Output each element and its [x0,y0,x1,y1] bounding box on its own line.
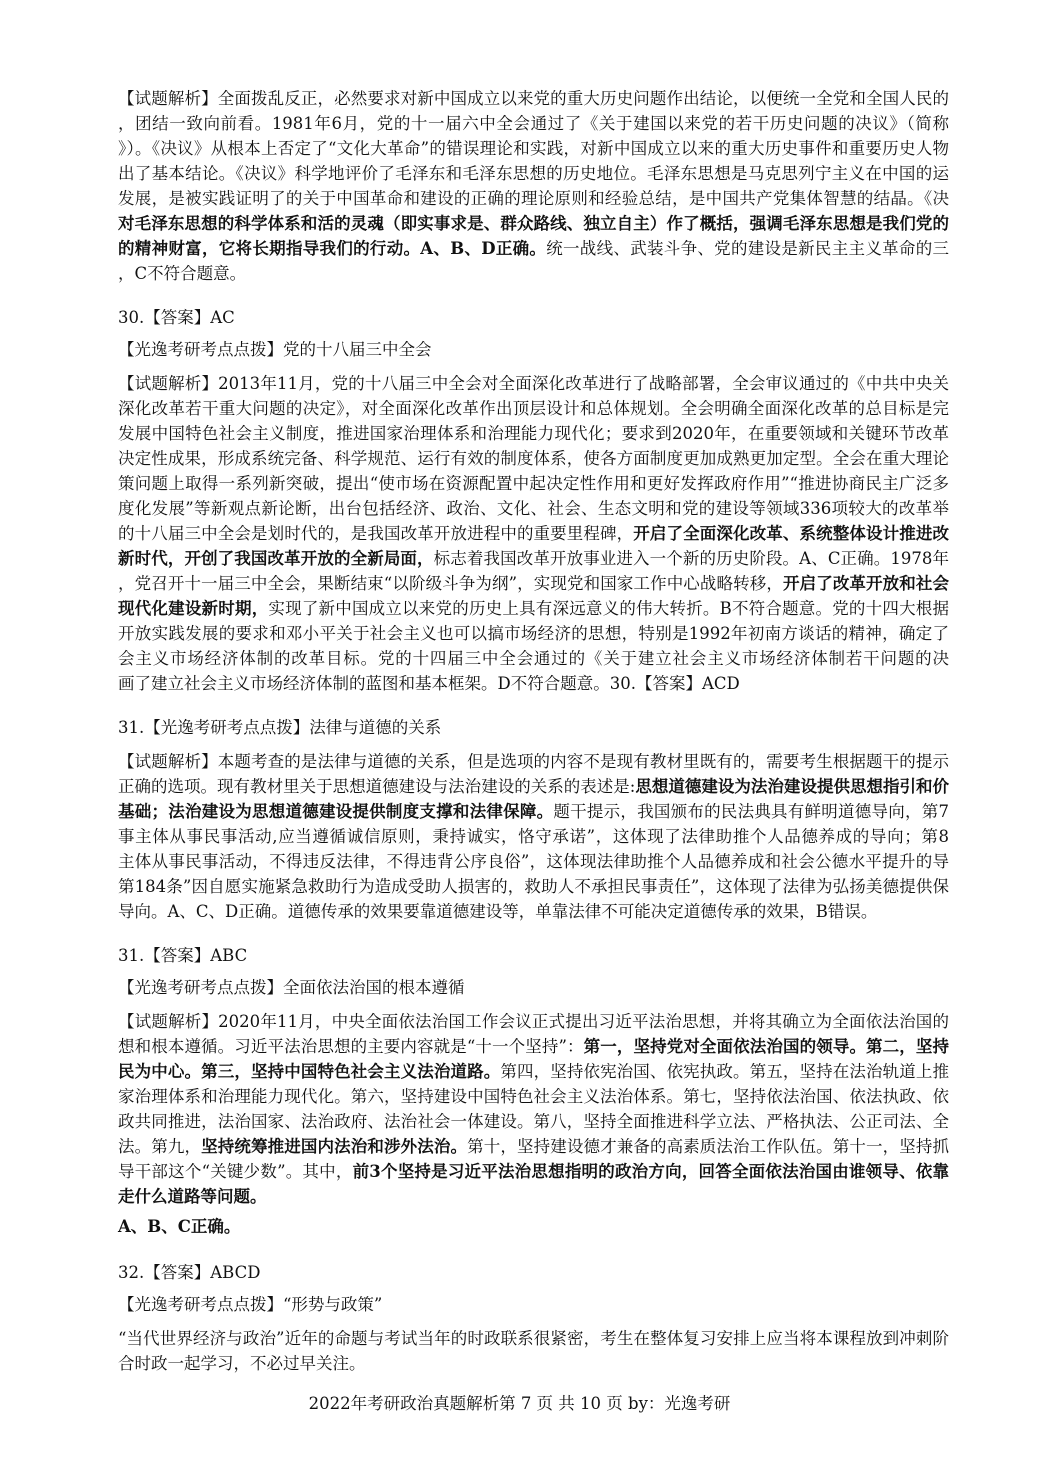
text-segment: ，党召开十一届三中全会，果断结束“以阶级斗争为纲”，实现党和国家工作中心战略转移， [118,574,783,593]
text-line [118,446,949,471]
text-line [118,1134,949,1159]
text-line [118,161,949,186]
text-segment: 合时政一起学习，不必过早关注。 [118,1354,366,1373]
text-segment: “当代世界经济与政治”近年的命题与考试当年的时政联系很紧密，考生在整体复习安排上应当将本课程放到冲刺阶 [118,1329,949,1348]
text-line [118,261,949,286]
bold-text: 思想道德建设为法治建设提供思想指引和价 [635,777,949,796]
bold-text: 对毛泽东思想的科学体系和活的灵魂（即实事求是、群众路线、独立自主）作了概括，强调毛泽东思想是我们党的 [118,214,949,233]
page-footer: 2022年考研政治真题解析第 7 页 共 10 页 by：光逸考研 [308,1394,731,1413]
text-segment: 实现了新中国成立以来党的历史上具有深远意义的伟大转折。B不符合题意。党的十四大根据 [268,599,949,618]
text-segment: 政共同推进，法治国家、法治政府、法治社会一体建设。第八，坚持全面推进科学立法、严格执法、公正司法、全 [118,1112,949,1131]
text-segment: 【试题解析】2013年11月，党的十八届三中全会对全面深化改革进行了战略部署，全会审议通过的《中共中央关 [118,374,949,393]
text-segment: 画了建立社会主义市场经济体制的蓝图和基本框架。D不符合题意。30.【答案】ACD [118,674,740,693]
text-segment: 【光逸考研考点点拨】党的十八届三中全会 [118,340,432,359]
bold-text: 开启了全面深化改革、系统整体设计推进改 [633,524,949,543]
text-segment: 发展，是被实践证明了的关于中国革命和建设的正确的理论原则和经验总结，是中国共产党集体智慧的结晶。《决 [118,189,949,208]
note-paragraph [118,1326,949,1376]
text-line [118,1292,949,1317]
text-line [118,186,949,211]
text-segment: 主体从事民事活动，不得违反法律，不得违背公序良俗”，这体现法律助推个人品德养成和社会公德水平提升的导 [118,852,949,871]
text-line [118,396,949,421]
text-line [118,496,949,521]
text-line [118,1084,949,1109]
bold-text: 前3个坚持是习近平法治思想指明的政治方向，回答全面依法治国由谁领导、依靠 [352,1162,949,1181]
text-line [118,1260,949,1285]
text-segment: 决定性成果，形成系统完备、科学规范、运行有效的制度体系，使各方面制度更加成熟更加定型。全会在重大理论 [118,449,949,468]
text-segment: ，团结一致向前看。1981年6月，党的十一届六中全会通过了《关于建国以来党的若干历史问题的决议》（简称 [118,114,949,133]
text-line [118,1034,949,1059]
text-line [118,975,949,1000]
text-line [118,849,949,874]
text-segment: 31.【光逸考研考点点拨】法律与道德的关系 [118,718,442,737]
text-segment: 【光逸考研考点点拨】“形势与政策” [118,1295,383,1314]
text-segment: 30.【答案】AC [118,308,235,327]
text-segment: 第184条”因自愿实施紧急救助行为造成受助人损害的，救助人不承担民事责任”，这体现了法律为弘扬美德提供保 [118,877,949,896]
bold-text: A、B、C正确。 [118,1217,241,1236]
text-segment: 【试题解析】2020年11月，中央全面依法治国工作会议正式提出习近平法治思想，并将其确立为全面依法治国的 [118,1012,949,1031]
text-segment: 出了基本结论。《决议》科学地评价了毛泽东和毛泽东思想的历史地位。毛泽东思想是马克思列宁主义在中国的运 [118,164,949,183]
text-segment: 的十八届三中全会是划时代的，是我国改革开放进程中的重要里程碑， [118,524,634,543]
text-segment: 正确的选项。现有教材里关于思想道德建设与法治建设的关系的表述是: [118,777,636,796]
text-segment: 31.【答案】ABC [118,946,248,965]
text-line [118,1159,949,1184]
key-point-heading [118,337,949,362]
analysis-paragraph [118,371,949,696]
text-line [118,1351,949,1376]
text-line [118,1326,949,1351]
text-segment: 标志着我国改革开放事业进入一个新的历史阶段。A、C正确。1978年 [433,549,949,568]
text-line [118,421,949,446]
text-segment: 》）。《决议》从根本上否定了“文化大革命”的错误理论和实践，对新中国成立以来的重大历史事件和重要历史人物 [118,139,949,158]
text-line [118,1184,949,1209]
bold-text: 基础；法治建设为思想道德建设提供制度支撑和法律保障。 [118,802,554,821]
answer-heading [118,715,949,740]
text-segment: 题干提示，我国颁布的民法典具有鲜明道德导向，第7 [553,802,949,821]
bold-text: 第一，坚持党对全面依法治国的领导。第二，坚持 [583,1037,949,1056]
answer-heading [118,943,949,968]
text-line [118,136,949,161]
text-line [118,111,949,136]
text-line [118,671,949,696]
conclusion-line [118,1214,949,1239]
text-segment: 想和根本遵循。习近平法治思想的主要内容就是“十一个坚持”： [118,1037,584,1056]
text-segment: 法。第九， [118,1137,202,1156]
text-line [118,799,949,824]
text-line [118,471,949,496]
key-point-heading [118,975,949,1000]
text-line [118,371,949,396]
text-segment: 【光逸考研考点点拨】全面依法治国的根本遵循 [118,978,465,997]
text-line [118,236,949,261]
analysis-paragraph [118,1009,949,1209]
text-line [118,1059,949,1084]
answer-heading [118,305,949,330]
analysis-paragraph [118,749,949,924]
text-segment: 策问题上取得一系列新突破，提出“使市场在资源配置中起决定性作用和更好发挥政府作用”“推进协商民主广泛多 [118,474,949,493]
text-line [118,899,949,924]
text-line [118,646,949,671]
text-segment: 度化发展”等新观点新论断，出台包括经济、政治、文化、社会、生态文明和党的建设等领域336项较大的改革举 [118,499,949,518]
analysis-paragraph [118,86,949,286]
text-line [118,211,949,236]
text-segment: 家治理体系和治理能力现代化。第六，坚持建设中国特色社会主义法治体系。第七，坚持依法治国、依法执政、依 [118,1087,949,1106]
answer-heading [118,1260,949,1285]
text-segment: 会主义市场经济体制的改革目标。党的十四届三中全会通过的《关于建立社会主义市场经济体制若干问题的决 [118,649,949,668]
bold-text: 民为中心。第三，坚持中国特色社会主义法治道路。 [118,1062,501,1081]
text-segment: 第十，坚持建设德才兼备的高素质法治工作队伍。第十一，坚持抓 [467,1137,949,1156]
text-line [118,86,949,111]
text-line [118,1009,949,1034]
text-segment: 统一战线、武装斗争、党的建设是新民主主义革命的三 [546,239,949,258]
text-line [118,1109,949,1134]
text-line [118,774,949,799]
text-line [118,874,949,899]
text-segment: 发展中国特色社会主义制度，推进国家治理体系和治理能力现代化；要求到2020年，在重要领域和关键环节改革 [118,424,949,443]
text-line [118,943,949,968]
text-line [118,521,949,546]
text-line [118,621,949,646]
text-line [118,337,949,362]
text-segment: 导干部这个“关键少数”。其中， [118,1162,353,1181]
bold-text: 新时代，开创了我国改革开放的全新局面， [118,549,434,568]
text-segment: 开放实践发展的要求和邓小平关于社会主义也可以搞市场经济的思想，特别是1992年初南方谈话的精神，确定了 [118,624,949,643]
text-line [118,571,949,596]
text-line [118,749,949,774]
text-line [118,305,949,330]
text-segment: 第四，坚持依宪治国、依宪执政。第五，坚持在法治轨道上推 [500,1062,949,1081]
document-body [118,77,949,1376]
text-segment: 32.【答案】ABCD [118,1263,261,1282]
bold-text: 的精神财富，它将长期指导我们的行动。A、B、D正确。 [118,239,547,258]
text-segment: 深化改革若干重大问题的决定》，对全面深化改革作出顶层设计和总体规划。全会明确全面深化改革的总目标是完 [118,399,949,418]
text-line [118,546,949,571]
text-line [118,824,949,849]
bold-text: 坚持统筹推进国内法治和涉外法治。 [201,1137,468,1156]
text-line [118,715,949,740]
text-segment: 事主体从事民事活动,应当遵循诚信原则，秉持诚实，恪守承诺”，这体现了法律助推个人品德养成的导向；第8 [118,827,949,846]
text-segment: ，C不符合题意。 [118,264,247,283]
key-point-heading [118,1292,949,1317]
bold-text: 开启了改革开放和社会 [782,574,949,593]
text-segment: 【试题解析】本题考查的是法律与道德的关系，但是选项的内容不是现有教材里既有的，需要考生根据题干的提示 [118,752,949,771]
bold-text: 走什么道路等问题。 [118,1187,267,1206]
text-segment: 【试题解析】全面拨乱反正，必然要求对新中国成立以来党的重大历史问题作出结论，以便统一全党和全国人民的 [118,89,949,108]
bold-text: 现代化建设新时期， [118,599,269,618]
text-line [118,596,949,621]
text-line [118,1214,949,1239]
text-segment: 导向。A、C、D正确。道德传承的效果要靠道德建设等，单靠法律不可能决定道德传承的效果，B错误。 [118,902,878,921]
